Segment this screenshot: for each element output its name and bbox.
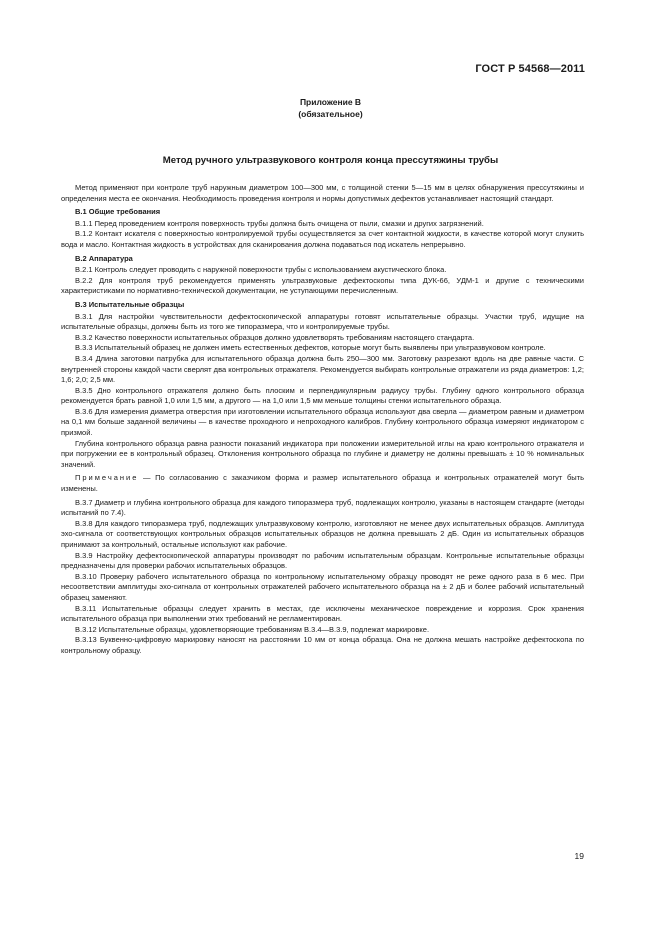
annex-status: (обязательное) [298, 109, 363, 119]
paragraph-b1-2: В.1.2 Контакт искателя с поверхностью контролируемой трубы осуществляется за счет контактной жидкости, в качестве которой могут служить вода и масло. Контактная жидкость в устройствах для сканирования должна подаваться под искатель непрерывно. [61, 229, 584, 249]
page-number: 19 [574, 851, 584, 861]
paragraph-b3-4: В.3.4 Длина заготовки патрубка для испытательного образца должна быть 250—300 мм. Заготовку разрезают вдоль на две равные части. С внутренней стороны каждой части сверлят два контрольных отражателя. Рекомендуется выбирать контрольные отражатели из ряда диаметров: 1,2; 1,6; 2,0; 2,5 мм. [61, 353, 584, 385]
note-text: — По согласованию с заказчиком форма и размер испытательного образца и контрольных отражателей могут быть изменены. [61, 473, 584, 494]
paragraph-b3-13: В.3.13 Буквенно-цифровую маркировку наносят на расстоянии 10 мм от конца образца. Она не должна мешать настройке дефектоскопа по контрольному образцу. [61, 635, 584, 655]
intro-paragraph: Метод применяют при контроле труб наружным диаметром 100—300 мм, с толщиной стенки 5—15 мм в целях обнаружения прессутяжины и определения места ее окончания. Необходимость проведения контроля и нормы допустимых дефектов устанавливает настоящий стандарт. [61, 183, 584, 203]
document-body [61, 183, 584, 657]
paragraph-b3-12: В.3.12 Испытательные образцы, удовлетворяющие требованиям В.3.4—В.3.9, подлежат маркировке. [75, 624, 430, 634]
paragraph-b3-9: В.3.9 Настройку дефектоскопической аппаратуры производят по рабочим испытательным образцам. Контрольные испытательные образцы предназначены для проверки рабочих испытательных образцов. [61, 550, 584, 571]
paragraph-b3-8: В.3.8 Для каждого типоразмера труб, подлежащих ультразвуковому контролю, изготовляют не менее двух испытательных образцов. Амплитуда эхо-сигнала от соответствующих контрольных образцов испытательных образцов не должна превышать 2 дБ. Один из испытательных образцов принимают за контрольный, остальные используют как рабочие. [61, 518, 584, 549]
paragraph-b3-11: В.3.11 Испытательные образцы следует хранить в местах, где исключены механическое повреждение и коррозия. Срок хранения испытательного образца при выполнении этих требований не регламентирован. [61, 603, 584, 624]
section-heading-general: В.1 Общие требования [75, 207, 161, 217]
note-label: Примечание [75, 473, 139, 483]
annex-heading [0, 96, 661, 120]
paragraph-b1-1: В.1.1 Перед проведением контроля поверхность трубы должна быть очищена от пыли, смазки и других загрязнений. [75, 218, 484, 228]
paragraph-b3-6-depth: Глубина контрольного образца равна разности показаний индикатора при положении измерительной иглы на краю контрольного отражателя и при погружении ее в контрольный образец. Отклонения контрольного образца по глубине и диаметру не должны превышать ± 10 % номинальных значений. [61, 438, 584, 469]
paragraph-b3-2: В.3.2 Качество поверхности испытательных образцов должно удовлетворять требованиям настоящего стандарта. [75, 332, 475, 342]
section-heading-equipment: В.2 Аппаратура [75, 253, 133, 263]
annex-title: Метод ручного ультразвукового контроля конца прессутяжины трубы [162, 155, 499, 166]
paragraph-b3-10: В.3.10 Проверку рабочего испытательного образца по контрольному испытательному образцу проводят не реже одного раза в 6 мес. При несоответствии амплитуды эхо-сигнала от контрольных отражателей рабочего испытательного образца на ± 2 дБ и более рабочий испытательный образец заменяют. [61, 571, 584, 602]
paragraph-b2-2: В.2.2 Для контроля труб рекомендуется применять ультразвуковые дефектоскопы типа ДУК-66, УДМ-1 и другие с техническими характеристиками по нормативно-технической документации, не уступающими перечисленным. [61, 275, 584, 296]
paragraph-b2-1: В.2.1 Контроль следует проводить с наружной поверхности трубы с использованием акустического блока. [75, 265, 447, 275]
paragraph-b3-6: В.3.6 Для измерения диаметра отверстия при изготовлении испытательного образца используют два сверла — диаметром равным и диаметром на 0,1 мм больше заданной величины — в качестве проходного и непроходного калибров. Глубину контрольного образца измеряют индикатором с призмой. [61, 406, 584, 438]
document-code: ГОСТ Р 54568—2011 [475, 63, 585, 75]
section-heading-test-samples: В.3 Испытательные образцы [75, 299, 185, 309]
annex-label: Приложение В [299, 97, 362, 107]
paragraph-b3-5: В.3.5 Дно контрольного отражателя должно быть плоским и перпендикулярным радиусу трубы. Глубину одного контрольного образца рекомендуется брать равной 1,0 или 1,5 мм, а другого — на 1,0 или 1,5 мм меньше толщины стенки испытательного образца. [61, 385, 584, 406]
note-paragraph [61, 473, 584, 494]
paragraph-b3-3: В.3.3 Испытательный образец не должен иметь естественных дефектов, которые могут быть выявлены при ультразвуковом контроле. [75, 343, 546, 353]
paragraph-b3-7: В.3.7 Диаметр и глубина контрольного образца для каждого типоразмера труб, подлежащих контролю, указаны в настоящем стандарте (методы испытаний по 7.4). [61, 497, 584, 518]
paragraph-b3-1: В.3.1 Для настройки чувствительности дефектоскопической аппаратуры готовят испытательные образцы. Участки труб, идущие на испытательные образцы, должны быть из того же типоразмера, что и контролируемые трубы. [61, 311, 584, 332]
